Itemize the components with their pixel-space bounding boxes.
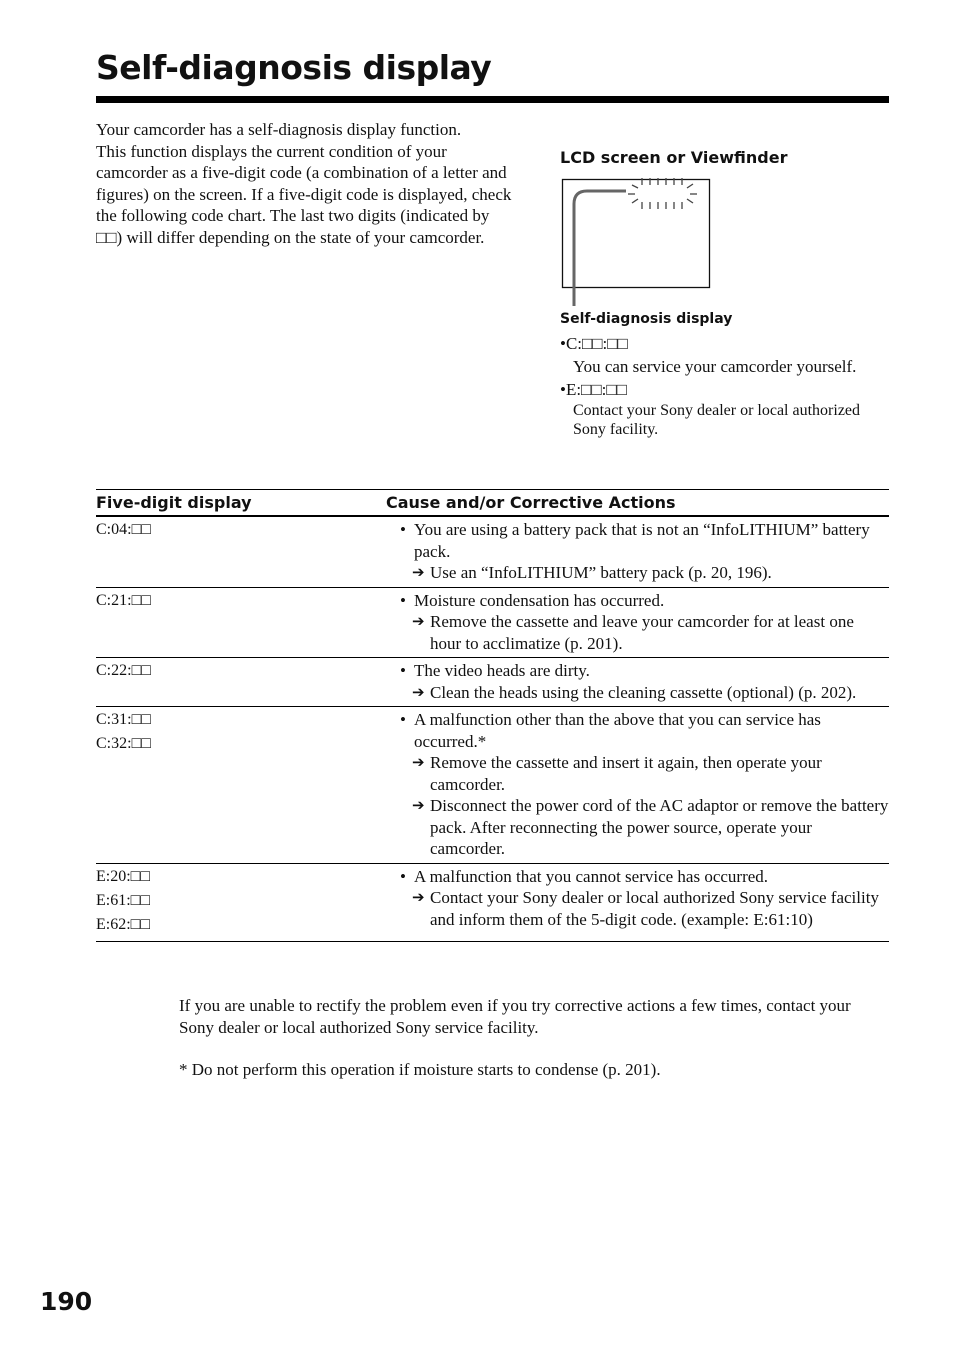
page-number: 190 (40, 1287, 93, 1316)
cause-item: • A malfunction other than the above that you can service has occurred.* (400, 710, 821, 751)
cause-item: • You are using a battery pack that is not an “InfoLITHIUM” battery pack. (400, 520, 870, 561)
code-value: C:21:□□ (96, 591, 151, 609)
action-item (400, 887, 889, 930)
header-cause: Cause and/or Corrective Actions (386, 493, 676, 512)
diag-desc-e: Contact your Sony dealer or local authorized Sony facility. (573, 402, 861, 438)
diag-code-e: •E:□□:□□ (560, 380, 627, 399)
row-codes (96, 866, 400, 938)
arrow-right-icon: ➔ (412, 888, 425, 906)
cause-text: A malfunction other than the above that you can service has occurred.* (414, 710, 821, 751)
row-causes (400, 590, 889, 655)
callout-leader-line (574, 191, 626, 306)
table-header (96, 490, 889, 516)
arrow-right-icon: ➔ (412, 682, 425, 701)
diag-code-c: •C:□□:□□ (560, 334, 628, 353)
action-item (400, 752, 889, 795)
cause-text: Moisture condensation has occurred. (414, 590, 665, 610)
self-diagnosis-code-list (560, 333, 880, 439)
table-row (96, 706, 889, 863)
intro-paragraph-2: This function displays the current condition of your camcorder as a five-digit code (a combination of a letter and figures) on the screen. If a five-digit code is displayed, check the following code chart. The last two digits (indicated by □□) will differ depending on the state of your camcorder. (96, 141, 512, 247)
code-chart-table (96, 489, 889, 942)
row-causes (400, 660, 889, 703)
cause-item: • Moisture condensation has occurred. (400, 590, 665, 610)
rectify-note: If you are unable to rectify the problem even if you try corrective actions a few times, contact your Sony dealer or local authorized Sony service facility. (179, 996, 851, 1037)
code-value: E:61:□□ (96, 891, 150, 909)
cause-text: The video heads are dirty. (414, 661, 590, 680)
action-item (400, 611, 889, 654)
footnote: * Do not perform this operation if moisture starts to condense (p. 201). (179, 1060, 661, 1079)
page-title: Self-diagnosis display (96, 48, 492, 87)
action-text: Clean the heads using the cleaning cassette (optional) (p. 202). (430, 682, 857, 702)
action-item (400, 682, 889, 704)
code-value: E:20:□□ (96, 867, 150, 885)
blinking-indicator-icon (628, 178, 697, 209)
arrow-right-icon: ➔ (412, 563, 425, 581)
row-codes (96, 519, 400, 584)
action-text: Remove the cassette and leave your camcorder for at least one hour to acclimatize (p. 201). (430, 612, 854, 653)
code-value: C:32:□□ (96, 735, 151, 752)
intro-text (96, 119, 516, 248)
intro-paragraph-1: Your camcorder has a self-diagnosis display function. (96, 120, 462, 139)
table-row (96, 657, 889, 706)
lcd-heading: LCD screen or Viewfinder (560, 148, 788, 167)
cause-text: A malfunction that you cannot service has occurred. (414, 866, 769, 886)
code-value: C:22:□□ (96, 662, 151, 679)
cause-item: • The video heads are dirty. (400, 661, 590, 680)
code-value: C:31:□□ (96, 711, 151, 728)
lcd-screen-illustration (560, 176, 720, 308)
arrow-right-icon: ➔ (412, 796, 425, 814)
row-codes (96, 709, 400, 860)
lcd-screen-frame (563, 180, 710, 288)
table-row (96, 863, 889, 941)
table-row (96, 516, 889, 587)
action-text: Use an “InfoLITHIUM” battery pack (p. 20, 196). (430, 563, 772, 582)
row-causes (400, 519, 889, 584)
action-text: Disconnect the power cord of the AC adaptor or remove the battery pack. After reconnecting the power source, operate your camcorder. (430, 796, 889, 858)
cause-text: You are using a battery pack that is not an “InfoLITHIUM” battery pack. (414, 520, 870, 561)
table-row (96, 587, 889, 658)
title-rule (96, 96, 889, 103)
action-item (400, 562, 889, 584)
diag-desc-c: You can service your camcorder yourself. (573, 357, 857, 376)
arrow-right-icon: ➔ (412, 612, 425, 630)
header-five-digit: Five-digit display (96, 493, 252, 512)
self-diagnosis-callout: Self-diagnosis display (560, 311, 733, 327)
action-text: Remove the cassette and insert it again, then operate your camcorder. (430, 753, 822, 794)
code-value: E:62:□□ (96, 915, 150, 933)
row-codes (96, 660, 400, 703)
arrow-right-icon: ➔ (412, 753, 425, 771)
row-causes (400, 709, 889, 860)
action-item (400, 795, 889, 860)
row-causes (400, 866, 889, 938)
row-codes (96, 590, 400, 655)
action-text: Contact your Sony dealer or local authorized Sony service facility and inform them of the 5-digit code. (example: E:61:10) (430, 888, 879, 929)
cause-item: • A malfunction that you cannot service has occurred. (400, 866, 769, 886)
code-value: C:04:□□ (96, 521, 151, 538)
